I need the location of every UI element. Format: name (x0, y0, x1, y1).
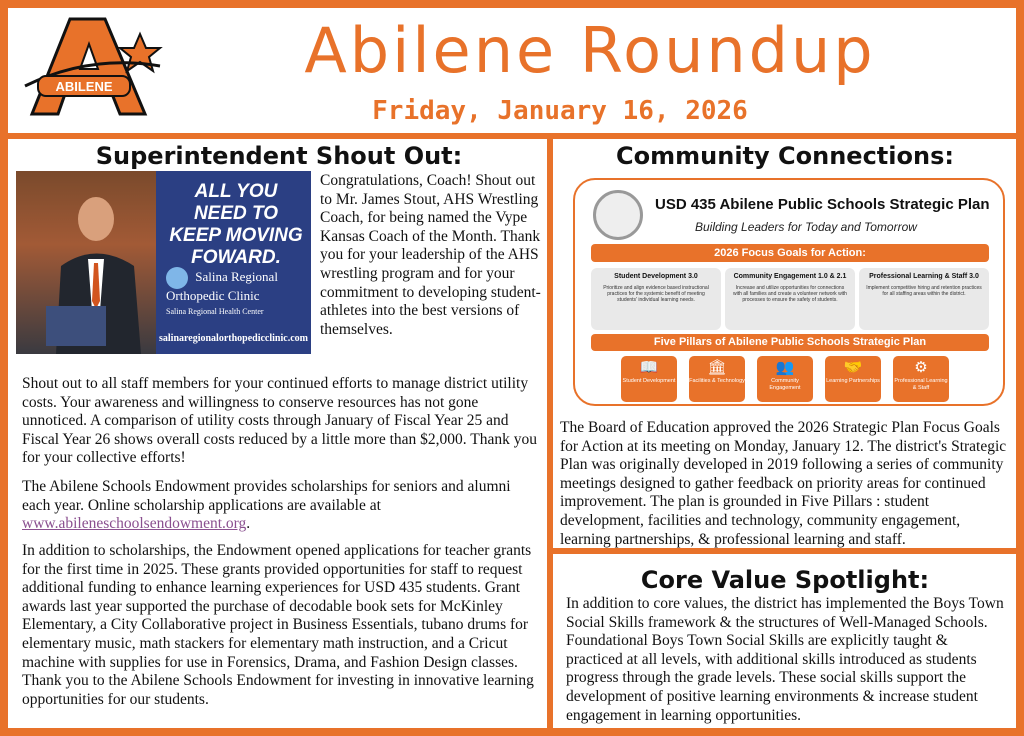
strategic-plan-graphic (573, 178, 1005, 406)
svg-text:ABILENE: ABILENE (55, 79, 113, 94)
pillar-professional-learning: ⚙ Professional Learning & Staff (893, 356, 949, 402)
building-icon: 🏛 (707, 359, 727, 376)
endowment-grants-para: In addition to scholarships, the Endowment opened applications for teacher grants for the first time in 2025. These grants provided opportunities for staff to request additional funding to enhance learning experiences for USD 435 students. Grant awards last year supported the purchase of decodable book sets for McKinley Elementary, a City Collaborative project in Business Essentials, tubano drums for elementary music, math stackers for elementary math instruction, and a Cricut machine with supplies for use in Forensics, Drama, and Fashion Design classes. Thank you to the Abilene Schools Endowment for investing in innovative learning opportunities for our students. (22, 542, 534, 708)
pillar-student-development: 📖 Student Development (621, 356, 677, 402)
pillar-learning-partnerships: 🤝 Learning Partnerships (825, 356, 881, 402)
district-seal-icon (593, 190, 643, 240)
gear-icon: ⚙ (914, 359, 928, 376)
ad-url: salinaregionalorthopedicclinic.com (159, 333, 308, 344)
pillar-facilities-technology: 🏛 Facilities & Technology (689, 356, 745, 402)
salina-ortho-ad (16, 171, 311, 354)
community-connections-title: Community Connections: (616, 142, 954, 170)
column-divider (547, 133, 553, 736)
core-value-spotlight-title: Core Value Spotlight: (640, 566, 930, 594)
goal-student-development: Student Development 3.0 Prioritize and align evidence based instructional practices for the systemic benefit of meeting students' individual learning needs. (591, 268, 721, 330)
superintendent-shout-out-title: Superintendent Shout Out: (95, 142, 463, 170)
plan-title: USD 435 Abilene Public Schools Strategic Plan (655, 196, 990, 213)
plan-subtitle: Building Leaders for Today and Tomorrow (695, 220, 917, 234)
book-icon: 📖 (639, 359, 659, 376)
pillars-header: Five Pillars of Abilene Public Schools Strategic Plan (591, 334, 989, 351)
endowment-scholarship-para: The Abilene Schools Endowment provides scholarships for seniors and alumni each year. Online scholarship applications are available at www.abileneschoolsendowment.org. (22, 478, 511, 533)
ad-clinic-name: Salina Regional Orthopedic Clinic Salina Regional Health Center (166, 268, 278, 316)
coach-photo (16, 171, 156, 354)
endowment-link[interactable]: www.abileneschoolsendowment.org (22, 515, 247, 533)
header-divider (0, 133, 1024, 139)
newsletter-title: Abilene Roundup (304, 14, 876, 87)
newsletter-date: Friday, January 16, 2026 (372, 96, 748, 126)
utility-shout-out: Shout out to all staff members for your continued efforts to manage district utility costs. Your awareness and willingness to conserve resources has not gone unnoticed. A comparison of utility costs through January of Fiscal Year 25 and Fiscal Year 26 shows overall costs reduced by a little more than $2,000. Thank you for your collective efforts! (22, 375, 537, 467)
goal-community-engagement: Community Engagement 1.0 & 2.1 Increase and utilize opportunities for connections with all families and create a volunteer network with processes to ensure the safety of students. (725, 268, 855, 330)
people-icon: 👥 (775, 359, 795, 376)
handshake-icon: 🤝 (843, 359, 863, 376)
goal-professional-learning: Professional Learning & Staff 3.0 Implement competitive hiring and retention practices for all staffing areas within the district. (859, 268, 989, 330)
ad-headline: ALL YOU NEED TO KEEP MOVING FOWARD. (169, 181, 303, 268)
strategic-plan-para: The Board of Education approved the 2026 Strategic Plan Focus Goals for Action at its meeting on Monday, January 12. The district's Strategic Plan was originally developed in 2019 following a series of community meetings designed to gather feedback on priority areas for continued improvement. The plan is grounded in Five Pillars : student development, facilities and technology, community engagement, learning partnerships, & professional learning and staff. (560, 419, 1007, 548)
pillar-community-engagement: 👥 Community Engagement (757, 356, 813, 402)
coach-shout-out: Congratulations, Coach! Shout out to Mr. James Stout, AHS Wrestling Coach, for being named the Vype Kansas Coach of the Month. Thank you for your leadership of the AHS wrestling program and for your commitment to developing student-athletes into the best versions of themselves. (320, 172, 541, 338)
core-value-para: In addition to core values, the district has implemented the Boys Town Social Skills framework & the structures of Well-Managed Schools. Foundational Boys Town Social Skills are explicitly taught & practiced at all levels, with additional skills introduced as students progress through the grade levels. These social skills support the development of positive learning environments & increase student engagement in learning opportunities. (566, 595, 1004, 724)
goals-header: 2026 Focus Goals for Action: (591, 244, 989, 262)
abilene-logo (20, 14, 180, 124)
clinic-logo-icon (166, 267, 188, 289)
